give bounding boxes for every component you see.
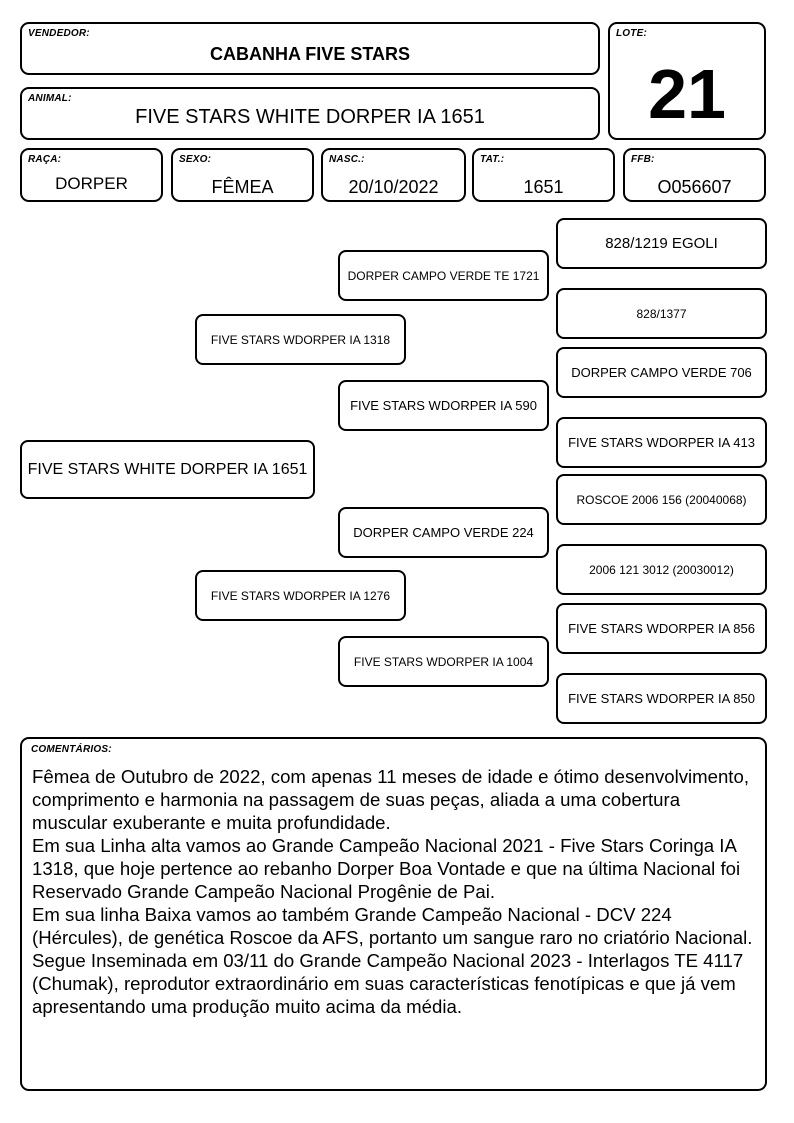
ffb-value: O056607 (657, 177, 732, 197)
raca-value: DORPER (55, 174, 128, 193)
animal-box (20, 87, 600, 140)
pedigree-ggp-8: FIVE STARS WDORPER IA 850 (556, 673, 767, 724)
sexo-box (171, 148, 314, 202)
pedigree-dam-sire: DORPER CAMPO VERDE 224 (338, 507, 549, 558)
lote-value: 21 (648, 55, 726, 133)
pedigree-dam: FIVE STARS WDORPER IA 1276 (195, 570, 406, 621)
lote-label: LOTE: (616, 28, 647, 39)
tat-label: TAT.: (480, 154, 505, 165)
nasc-value: 20/10/2022 (348, 177, 439, 197)
raca-label: RAÇA: (28, 154, 62, 165)
pedigree-ggp-7: FIVE STARS WDORPER IA 856 (556, 603, 767, 654)
pedigree-ggp-4: FIVE STARS WDORPER IA 413 (556, 417, 767, 468)
pedigree-ggp-6: 2006 121 3012 (20030012) (556, 544, 767, 595)
pedigree-ggp-1: 828/1219 EGOLI (556, 218, 767, 269)
pedigree-dam-dam: FIVE STARS WDORPER IA 1004 (338, 636, 549, 687)
animal-value: FIVE STARS WHITE DORPER IA 1651 (135, 106, 485, 128)
pedigree-animal: FIVE STARS WHITE DORPER IA 1651 (20, 440, 315, 499)
comment-paragraph-3: Em sua linha Baixa vamos ao também Grande Campeão Nacional - DCV 224 (Hércules), de genética Roscoe da AFS, portanto um sangue raro no criatório Nacional. (32, 904, 753, 948)
vendedor-box (20, 22, 600, 75)
nasc-label: NASC.: (329, 154, 365, 165)
pedigree-sire-dam: FIVE STARS WDORPER IA 590 (338, 380, 549, 431)
ffb-box (623, 148, 766, 202)
raca-box (20, 148, 163, 202)
pedigree-sire-sire: DORPER CAMPO VERDE TE 1721 (338, 250, 549, 301)
comments-label: COMENTÁRIOS: (31, 744, 112, 755)
ffb-label: FFB: (631, 154, 655, 165)
lote-box (608, 22, 766, 140)
animal-label: ANIMAL: (28, 93, 72, 104)
sexo-label: SEXO: (179, 154, 212, 165)
vendedor-value: CABANHA FIVE STARS (209, 44, 410, 64)
comments-box (20, 737, 767, 1091)
comment-paragraph-4: Segue Inseminada em 03/11 do Grande Campeão Nacional 2023 - Interlagos TE 4117 (Chumak), reprodutor extraordinário em suas características fenotípicas e que já vem apresentando uma produção muito acima da média. (32, 950, 744, 1017)
pedigree-ggp-3: DORPER CAMPO VERDE 706 (556, 347, 767, 398)
comments-text (32, 765, 755, 1018)
pedigree-ggp-2: 828/1377 (556, 288, 767, 339)
pedigree-sire: FIVE STARS WDORPER IA 1318 (195, 314, 406, 365)
tat-value: 1651 (523, 177, 564, 197)
nasc-box (321, 148, 466, 202)
comment-paragraph-1: Fêmea de Outubro de 2022, com apenas 11 meses de idade e ótimo desenvolvimento, comprimento e harmonia na passagem de suas peças, aliada a uma cobertura muscular exuberante e muita profundidade. (32, 766, 749, 833)
tat-box (472, 148, 615, 202)
sexo-value: FÊMEA (211, 177, 274, 197)
pedigree-ggp-5: ROSCOE 2006 156 (20040068) (556, 474, 767, 525)
comment-paragraph-2: Em sua Linha alta vamos ao Grande Campeão Nacional 2021 - Five Stars Coringa IA 1318, que hoje pertence ao rebanho Dorper Boa Vontade e que na última Nacional foi Reservado Grande Campeão Nacional Progênie de Pai. (32, 835, 741, 902)
vendedor-label: VENDEDOR: (28, 28, 90, 39)
